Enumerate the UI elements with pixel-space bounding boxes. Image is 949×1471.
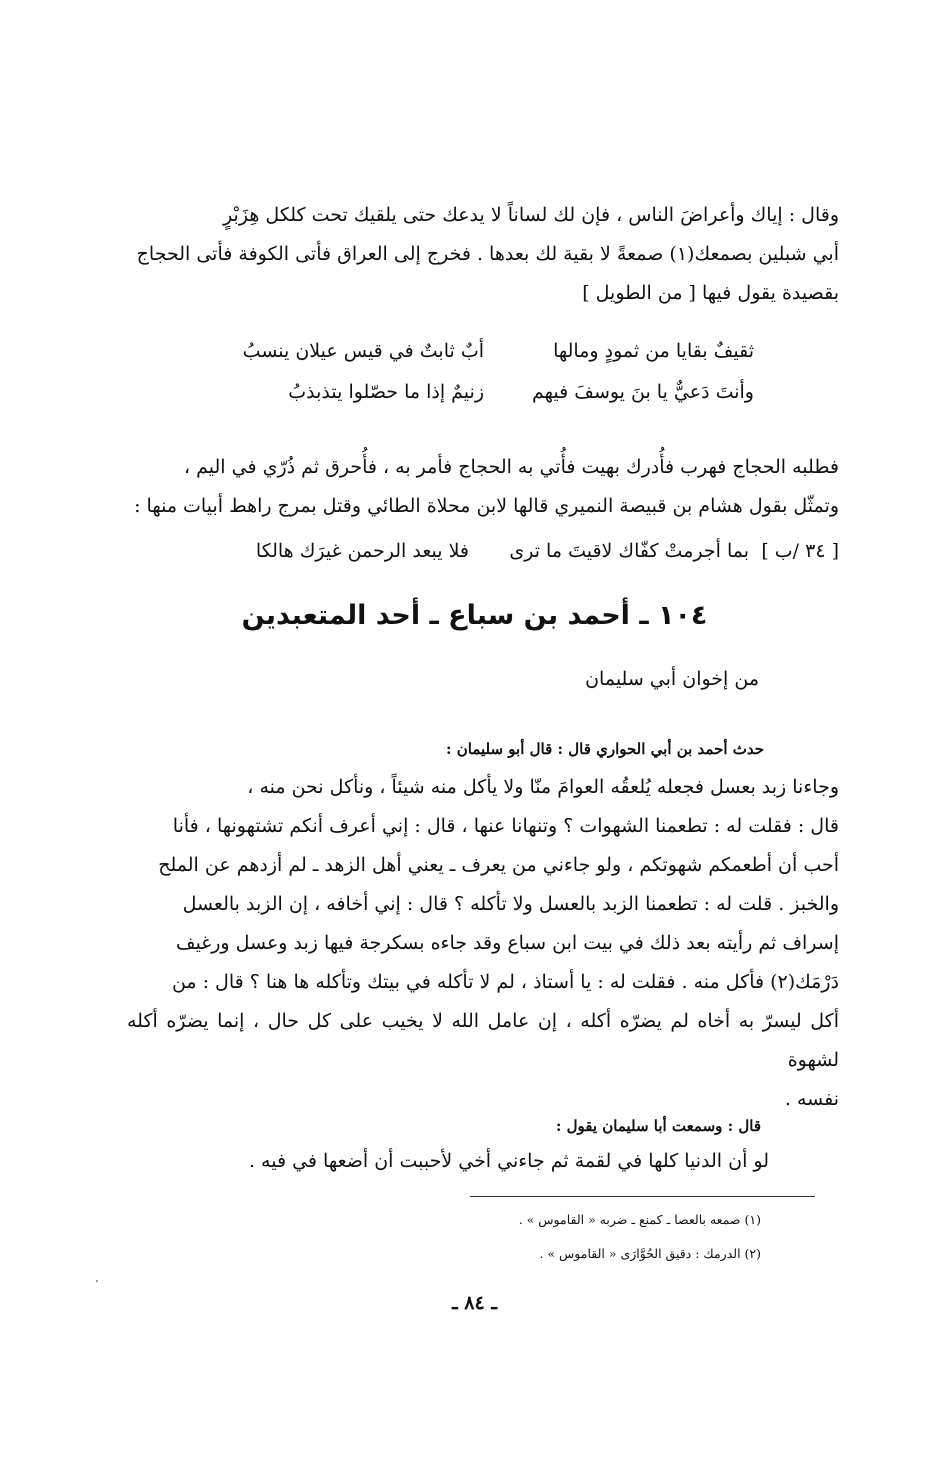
- footnote-1: (١) صمعه بالعصا ـ كمنع ـ ضربه « القاموس » .: [518, 1212, 761, 1227]
- footnote-divider: [470, 1196, 815, 1197]
- paragraph-line: إسراف ثم رأيته بعد ذلك في بيت ابن سباع وقد جاءه بسكرجة فيها زبد وعسل ورغيف: [175, 932, 839, 954]
- paragraph-line: وجاءنا زبد بعسل فجعله يُلعقُه العوامَ منّا ولا يأكل منه شيئاً ، ونأكل نحن منه ،: [247, 776, 839, 798]
- footnote-2: (٢) الدرمك : دقيق الحُوَّارَى « القاموس » .: [539, 1246, 761, 1261]
- saying-line: لو أن الدنيا كلها في لقمة ثم جاءني أخي لأحببت أن أضعها في فيه .: [248, 1150, 769, 1172]
- narration-line: قال : وسمعت أبا سليمان يقول :: [555, 1117, 761, 1135]
- story-paragraph-3: [127, 768, 839, 1119]
- folio-reference: [ ٣٤ /ب ]: [761, 540, 839, 562]
- section-subtitle: من إخوان أبي سليمان: [585, 668, 759, 690]
- scan-speck: [96, 1280, 98, 1282]
- paragraph-line: أكل ليسرّ به أخاه لم يضرّه أكله ، إن عامل الله لا يخيب على كل حال ، إنما يضرّه أكله لشهوة: [127, 1010, 839, 1071]
- poem2-hemistich-right: بما أجرمتْ كفّاك لاقيتَ ما ترى: [509, 540, 749, 562]
- story-paragraph-2: [127, 448, 839, 526]
- intro-paragraph: [127, 196, 839, 313]
- poem1-hemistich-left: زنيمٌ إذا ما حصّلوا يتذبذبُ: [288, 381, 484, 403]
- paragraph-line: قال : فقلت له : تطعمنا الشهوات ؟ وتنهانا عنها ، قال : إني أعرف أنكم تشتهونها ، فأنا: [172, 815, 839, 837]
- section-title: ١٠٤ ـ أحمد بن سباع ـ أحد المتعبدين: [241, 600, 708, 631]
- poem2-hemistich-left: فلا يبعد الرحمن غيرَك هالكا: [255, 540, 469, 562]
- paragraph-line: أحب أن أطعمكم شهوتكم ، ولو جاءني من يعرف ـ يعني أهل الزهد ـ لم أزدهم عن الملح: [158, 854, 839, 876]
- intro-line: أبي شبلين بصمعك(١) صمعةً لا بقية لك بعدها . فخرج إلى العراق فأتى الكوفة فأتى الحجاج: [136, 243, 839, 265]
- paragraph-line: فطلبه الحجاج فهرب فأُدرك بهيت فأُتي به الحجاج فأمر به ، فأُحرق ثم ذُرّي في اليم ،: [183, 456, 839, 478]
- intro-line: وقال : إياك وأعراضَ الناس ، فإن لك لساناً لا يدعك حتى يلقيك تحت كلكل هِزَبْرٍ: [223, 204, 839, 226]
- paragraph-line: وتمثّل بقول هشام بن قبيصة النميري قالها لابن محلاة الطائي وقتل بمرج راهط أبيات منها :: [134, 495, 839, 517]
- poem1-hemistich-left: أبٌ ثابتٌ في قيس عيلان ينسبُ: [242, 340, 484, 362]
- poem1-hemistich-right: وأنتَ دَعيٌّ يا بنَ يوسفَ فيهم: [532, 381, 754, 403]
- paragraph-line: والخبز . قلت له : تطعمنا الزبد بالعسل ولا تأكله ؟ قال : إني أخافه ، إن الزبد بالعسل: [182, 893, 839, 915]
- paragraph-line: دَرْمَك(٢) فأكل منه . فقلت له : يا أستاذ ، لم لا تأكله في بيتك وتأكله ها هنا ؟ قال : من: [171, 971, 839, 993]
- paragraph-line: نفسه .: [784, 1088, 839, 1110]
- intro-line: بقصيدة يقول فيها [ من الطويل ]: [582, 282, 839, 304]
- page-number: ـ ٨٤ ـ: [452, 1292, 497, 1314]
- isnad-line: حدث أحمد بن أبي الحواري قال : قال أبو سليمان :: [446, 740, 764, 758]
- poem1-hemistich-right: ثقيفٌ بقايا من ثمودٍ ومالها: [553, 340, 754, 362]
